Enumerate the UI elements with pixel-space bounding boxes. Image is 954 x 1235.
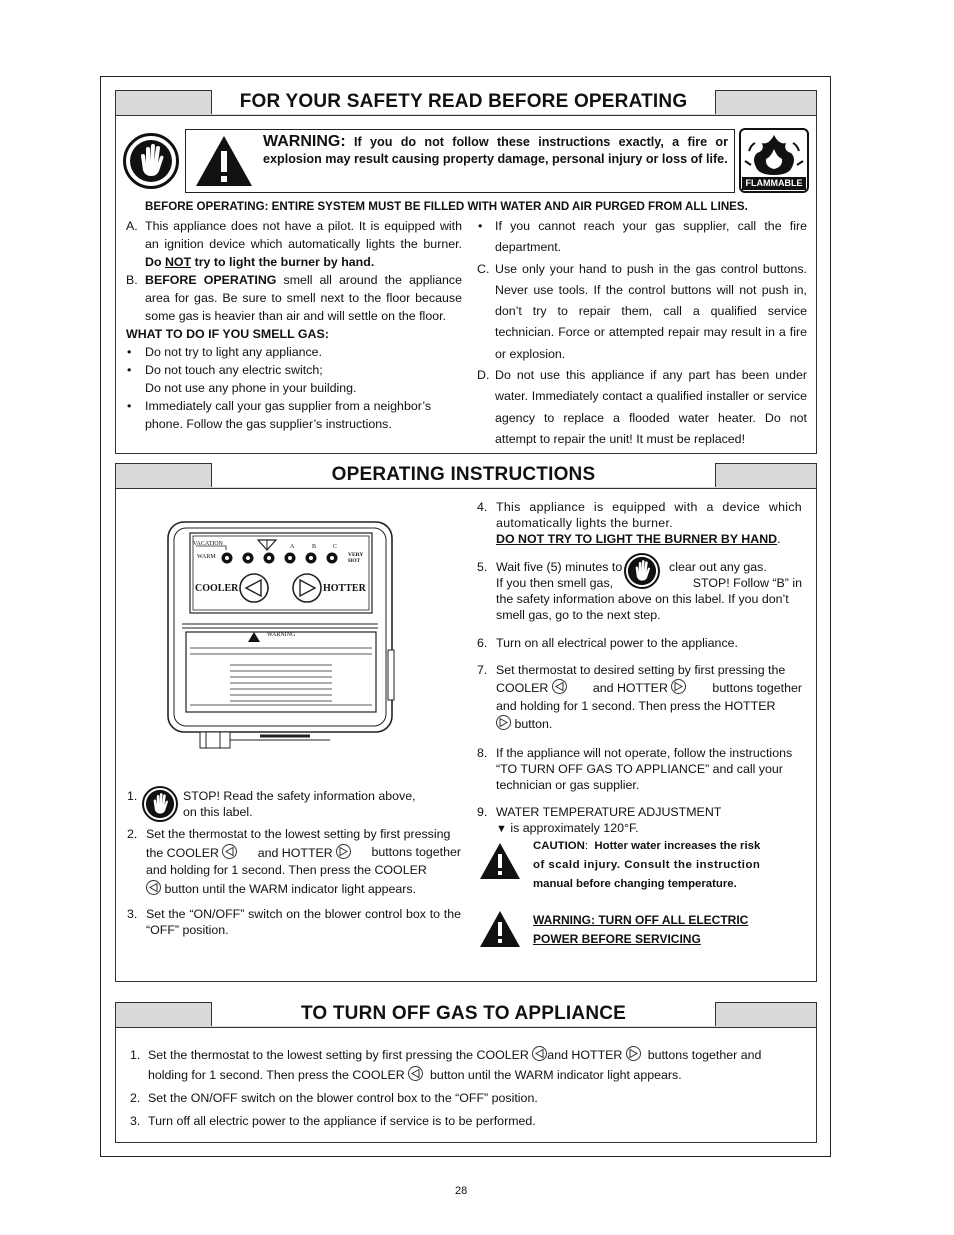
panel-a-label: A bbox=[290, 544, 295, 550]
safety-left-column bbox=[126, 217, 462, 433]
turnoff-step-3-text: Turn off all electric power to the appliance if service is to be performed. bbox=[148, 1114, 536, 1128]
step-5-text-2b: STOP! Follow “B” in bbox=[692, 576, 802, 590]
step-7-text-1: Set thermostat to desired setting by first pressing the bbox=[496, 663, 786, 677]
step-7-and-hotter: and HOTTER bbox=[592, 681, 668, 695]
step-9-text-1: WATER TEMPERATURE ADJUSTMENT bbox=[496, 805, 722, 819]
hotter-button-icon bbox=[496, 715, 511, 730]
panel-cooler-label: COOLER bbox=[195, 583, 239, 594]
smell-item-1: • Do not try to light any appliance. bbox=[127, 345, 323, 359]
step-1-num: 1. bbox=[127, 789, 138, 803]
smell-gas-heading: WHAT TO DO IF YOU SMELL GAS: bbox=[126, 327, 329, 341]
step-2 bbox=[127, 826, 461, 899]
item-a-text: This appliance does not have a pilot. It is equipped with an ignition device which automatically lights the burner. bbox=[145, 219, 462, 251]
turnoff-step-1-text-1: Set the thermostat to the lowest setting by first pressing the COOLER bbox=[148, 1048, 529, 1062]
right-bullet: • If you cannot reach your gas supplier, call the fire department. bbox=[478, 219, 807, 255]
step-2-and-hotter: and HOTTER bbox=[257, 845, 333, 860]
panel-c-label: C bbox=[333, 544, 338, 550]
smell-item-2-text: Do not touch any electric switch; bbox=[145, 363, 323, 377]
setpoint-marker-icon: ▼ bbox=[496, 823, 507, 835]
step-6-num: 6. bbox=[477, 636, 488, 650]
step-5-num: 5. bbox=[477, 560, 488, 574]
safety-title: FOR YOUR SAFETY READ BEFORE OPERATING bbox=[211, 90, 716, 114]
caution-text-2: of scald injury. Consult the instruction bbox=[533, 859, 761, 871]
hotter-button-icon bbox=[671, 679, 686, 694]
step-1-hand-icon bbox=[142, 786, 178, 822]
turnoff-step-3-num: 3. bbox=[130, 1114, 141, 1128]
panel-b-label: B bbox=[312, 544, 317, 550]
hotter-button-icon bbox=[336, 844, 351, 859]
turnoff-step-2-text: Set the ON/OFF switch on the blower control box to the “OFF” position. bbox=[148, 1091, 538, 1105]
turnoff-step-1-text-2b: button until the WARM indicator light appears. bbox=[430, 1068, 682, 1082]
step-2-text-4: button until the WARM indicator light appears. bbox=[164, 882, 417, 897]
step-7-buttons-together: buttons together bbox=[712, 681, 802, 695]
step-5-text-1b: clear out any gas. bbox=[669, 560, 767, 574]
operating-title: OPERATING INSTRUCTIONS bbox=[211, 463, 716, 487]
caution-text bbox=[533, 837, 803, 894]
cooler-button-icon bbox=[222, 844, 237, 859]
step-3 bbox=[127, 906, 461, 938]
smell-item-2: • Do not touch any electric switch; Do not use any phone in your building. bbox=[127, 363, 357, 395]
step-2-buttons-together: buttons together bbox=[371, 844, 461, 859]
smell-item-1-text: Do not try to light any appliance. bbox=[145, 345, 323, 359]
step-3-num: 3. bbox=[127, 907, 138, 921]
smell-item-2-text-b: Do not use any phone in your building. bbox=[145, 381, 357, 395]
step-4 bbox=[477, 499, 802, 547]
step-7-text-4: button. bbox=[514, 717, 553, 731]
warning-text: If you do not follow these instructions exactly, a fire or explosion may result causing property damage, personal injury or loss of life. bbox=[263, 135, 729, 166]
electric-warning-line-2: POWER BEFORE SERVICING bbox=[533, 932, 701, 946]
turnoff-steps bbox=[130, 1045, 810, 1131]
before-operating-notice: BEFORE OPERATING: ENTIRE SYSTEM MUST BE FILLED WITH WATER AND AIR PURGED FROM ALL LINES. bbox=[145, 200, 748, 213]
item-a bbox=[126, 217, 462, 271]
item-b-bold: BEFORE OPERATING bbox=[145, 273, 277, 287]
turnoff-header-bar bbox=[116, 1003, 816, 1028]
item-d-letter: D. bbox=[477, 368, 490, 383]
turnoff-step-2-num: 2. bbox=[130, 1091, 141, 1105]
step-5 bbox=[477, 559, 802, 623]
step-9 bbox=[477, 804, 802, 837]
cooler-button-icon bbox=[532, 1046, 547, 1061]
item-c bbox=[477, 259, 807, 365]
step-9-text-2: is approximately 120°F. bbox=[510, 821, 639, 835]
turnoff-step-3 bbox=[130, 1111, 810, 1131]
turnoff-title: TO TURN OFF GAS TO APPLIANCE bbox=[211, 1002, 716, 1026]
hand-stop-icon bbox=[123, 133, 179, 189]
turnoff-step-2 bbox=[130, 1088, 810, 1108]
item-b bbox=[126, 271, 462, 325]
caution-label: CAUTION bbox=[533, 840, 585, 852]
step-2-the-cooler: the COOLER bbox=[146, 845, 219, 860]
step-6 bbox=[477, 635, 802, 651]
safety-header-bar bbox=[116, 91, 816, 116]
operating-header-bar bbox=[116, 464, 816, 489]
step-4-period: . bbox=[777, 532, 781, 546]
item-a-not: NOT bbox=[164, 255, 192, 269]
step-5-text-3: the safety information above on this label. If you don’t smell gas, go to the next step. bbox=[496, 592, 789, 622]
flammable-label: FLAMMABLE bbox=[742, 177, 806, 190]
panel-hot-label: HOT bbox=[348, 558, 361, 564]
item-b-text: smell all around the appliance area for gas. Be sure to smell next to the floor because some gas is heavier than air and will settle on the floor. bbox=[145, 273, 462, 323]
cooler-button-icon bbox=[552, 679, 567, 694]
safety-right-column bbox=[477, 216, 807, 450]
turnoff-step-1-num: 1. bbox=[130, 1048, 141, 1062]
turnoff-step-1-text-1b: and HOTTER bbox=[547, 1048, 623, 1062]
step-7-cooler: COOLER bbox=[496, 681, 549, 695]
caution-triangle-icon bbox=[479, 842, 521, 880]
right-bullet-text: If you cannot reach your gas supplier, call the fire department. bbox=[495, 219, 807, 255]
steps-right-column bbox=[477, 499, 802, 837]
step-4-bold: DO NOT TRY TO LIGHT THE BURNER BY HAND bbox=[496, 532, 778, 546]
cooler-button-icon bbox=[146, 880, 161, 895]
panel-vacation-label: VACATION bbox=[193, 541, 223, 547]
panel-warning-label: WARNING bbox=[267, 632, 296, 638]
step-2-text-1: Set the thermostat to the lowest setting by first pressing bbox=[146, 827, 451, 841]
step-6-text: Turn on all electrical power to the appliance. bbox=[496, 636, 738, 650]
electric-warning-triangle-icon bbox=[479, 910, 521, 948]
turnoff-step-1-text-1c: buttons together and bbox=[647, 1048, 762, 1062]
step-2-text-3: and holding for 1 second. Then press the COOLER bbox=[146, 863, 427, 878]
smell-item-3-text: Immediately call your gas supplier from a neighbor’s phone. Follow the gas supplier’s instructions. bbox=[145, 399, 432, 431]
item-d bbox=[477, 365, 807, 450]
page-number: 28 bbox=[455, 1185, 468, 1197]
item-c-letter: C. bbox=[477, 261, 490, 276]
cooler-button-icon bbox=[408, 1066, 423, 1081]
warning-label: WARNING: bbox=[263, 133, 346, 150]
step-5-text-1: Wait five (5) minutes to bbox=[496, 560, 623, 574]
step-1-text-2: on this label. bbox=[183, 805, 253, 819]
step-3-text: Set the “ON/OFF” switch on the blower control box to the “OFF” position. bbox=[146, 907, 461, 937]
step-7-text-3: and holding for 1 second. Then press the HOTTER bbox=[496, 699, 776, 713]
caution-text-3: manual before changing temperature. bbox=[533, 878, 737, 890]
panel-very-label: VERY bbox=[348, 552, 364, 558]
hotter-button-icon bbox=[626, 1046, 641, 1061]
step-8-num: 8. bbox=[477, 746, 488, 760]
item-c-text: Use only your hand to push in the gas control buttons. Never use tools. If the control buttons will not push in, don’t try to repair them, call a qualified service technician. Force or attempted repair may result in a fire or explosion. bbox=[495, 261, 807, 361]
item-a-letter: A. bbox=[126, 219, 138, 233]
item-a-bold-rest: try to light the burner by hand. bbox=[194, 255, 375, 269]
step-9-num: 9. bbox=[477, 805, 488, 819]
item-d-text: Do not use this appliance if any part has been under water. Immediately contact a qualified installer or service agency to replace a flooded water heater. Do not attempt to repair the unit! It must be replaced! bbox=[495, 368, 807, 446]
step-2-num: 2. bbox=[127, 827, 138, 841]
caution-text-1: Hotter water increases the risk bbox=[594, 840, 761, 852]
electric-warning-line-1: WARNING: TURN OFF ALL ELECTRIC bbox=[533, 913, 749, 927]
step-8 bbox=[477, 745, 802, 793]
caution-colon: : bbox=[584, 840, 589, 852]
step-1-text-1: STOP! Read the safety information above, bbox=[183, 789, 416, 803]
step-8-text: If the appliance will not operate, follow the instructions “TO TURN OFF GAS TO APPLIANCE” and call your technician or gas supplier. bbox=[496, 746, 793, 792]
step-7-num: 7. bbox=[477, 663, 488, 677]
item-a-bold-do: Do bbox=[145, 255, 162, 269]
warning-triangle-icon bbox=[194, 134, 254, 188]
step-4-text: This appliance is equipped with a device which automatically lights the burner. bbox=[496, 500, 802, 530]
flammable-icon bbox=[739, 128, 809, 193]
step-5-text-2a: If you then smell gas, bbox=[496, 576, 614, 590]
step-7 bbox=[477, 662, 802, 734]
panel-warm-label: WARM bbox=[197, 554, 216, 560]
warning-text-block bbox=[263, 134, 728, 167]
panel-hotter-label: HOTTER bbox=[323, 583, 366, 594]
turnoff-step-1-text-2a: holding for 1 second. Then press the COOLER bbox=[148, 1068, 405, 1082]
turnoff-step-1 bbox=[130, 1045, 810, 1085]
panel-very-hot-label bbox=[348, 552, 363, 564]
electric-warning-text bbox=[533, 911, 803, 949]
item-b-letter: B. bbox=[126, 273, 138, 287]
step-4-num: 4. bbox=[477, 500, 488, 514]
smell-item-3: • Immediately call your gas supplier from a neighbor’s phone. Follow the gas supplier’s instructions. bbox=[127, 399, 432, 431]
